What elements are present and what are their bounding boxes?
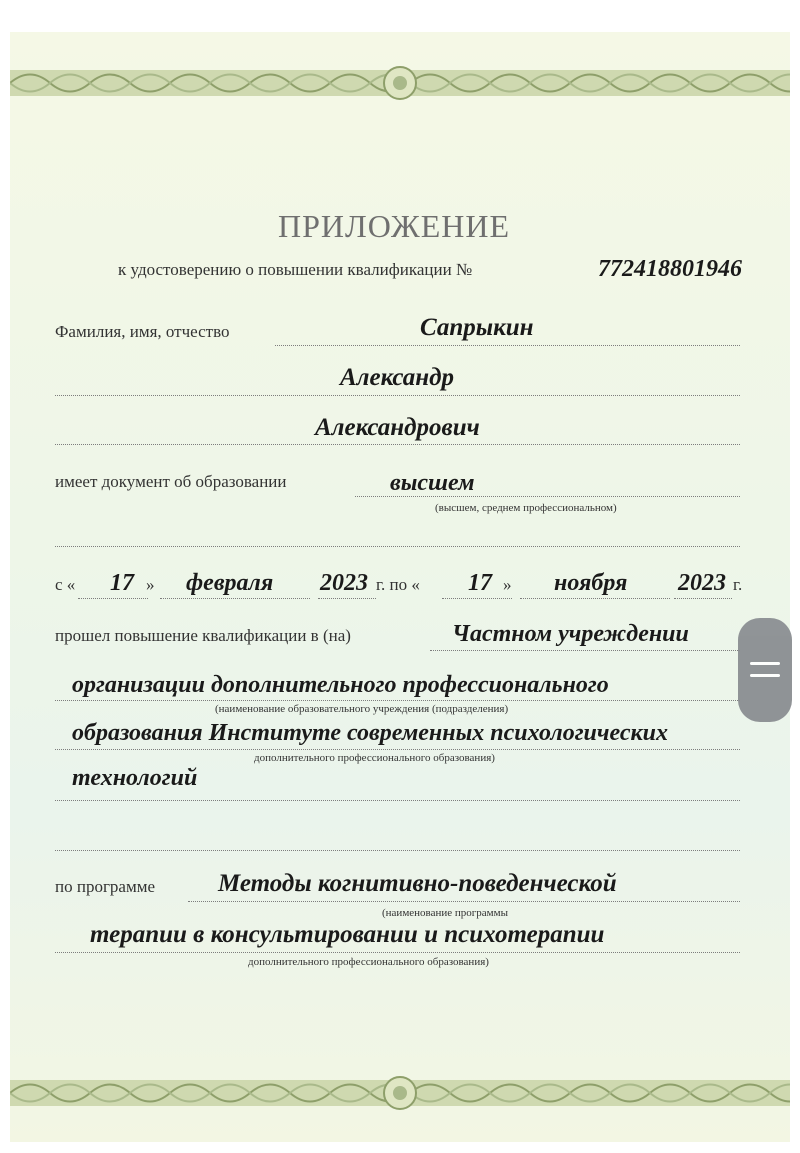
first-name: Александр bbox=[340, 364, 455, 391]
certificate-number: 772418801946 bbox=[598, 256, 742, 282]
institution-line-4 bbox=[55, 800, 740, 801]
from-year: 2023 bbox=[320, 570, 368, 596]
program-line-2 bbox=[55, 952, 740, 953]
from-year-line bbox=[318, 598, 376, 599]
education-hint: (высшем, среднем профессиональном) bbox=[435, 502, 617, 514]
institution-line-1 bbox=[430, 650, 740, 651]
from-day: 17 bbox=[110, 570, 134, 596]
program-hint-2: дополнительного профессионального образования) bbox=[248, 956, 489, 968]
program-label: по программе bbox=[55, 877, 156, 896]
institution-line-5 bbox=[55, 850, 740, 851]
program-line1: Методы когнитивно-поведенческой bbox=[218, 870, 617, 897]
to-day: 17 bbox=[468, 570, 492, 596]
top-ornament-border bbox=[10, 52, 790, 112]
from-month-line bbox=[160, 598, 310, 599]
grip-line-1 bbox=[750, 662, 780, 665]
institution-line2: организации дополнительного профессионального bbox=[72, 672, 609, 698]
from-day-close: » bbox=[146, 575, 155, 594]
to-day-close: » bbox=[503, 575, 512, 594]
to-day-line bbox=[442, 598, 512, 599]
institution-line-3 bbox=[55, 749, 740, 750]
institution-line-2 bbox=[55, 700, 740, 701]
program-line-1 bbox=[188, 901, 740, 902]
fio-line-3 bbox=[55, 444, 740, 445]
bottom-ornament-border bbox=[10, 1062, 790, 1122]
to-year-line bbox=[674, 598, 732, 599]
grip-line-2 bbox=[750, 674, 780, 677]
document-subtitle: к удостоверению о повышении квалификации № bbox=[118, 260, 473, 279]
to-month: ноября bbox=[554, 570, 628, 596]
period-to-prefix: г. по « bbox=[376, 575, 420, 594]
from-month: февраля bbox=[186, 570, 274, 596]
fio-line-1 bbox=[275, 345, 740, 346]
training-label: прошел повышение квалификации в (на) bbox=[55, 626, 351, 645]
period-year-suffix: г. bbox=[733, 575, 743, 594]
period-from-prefix: с « bbox=[55, 575, 76, 594]
fio-line-2 bbox=[55, 395, 740, 396]
surname: Сапрыкин bbox=[420, 314, 534, 341]
institution-line1: Частном учреждении bbox=[452, 621, 689, 647]
institution-hint-1: (наименование образовательного учреждения (подразделения) bbox=[215, 703, 509, 715]
certificate-appendix-page bbox=[10, 32, 790, 1142]
institution-hint-2: дополнительного профессионального образования) bbox=[254, 752, 495, 764]
from-day-line bbox=[78, 598, 148, 599]
viewer-scroll-handle[interactable] bbox=[738, 618, 792, 722]
fio-label: Фамилия, имя, отчество bbox=[55, 322, 230, 341]
education-label: имеет документ об образовании bbox=[55, 472, 287, 491]
to-year: 2023 bbox=[678, 570, 726, 596]
program-line2: терапии в консультировании и психотерапии bbox=[90, 921, 605, 948]
document-title: ПРИЛОЖЕНИЕ bbox=[278, 208, 511, 244]
education-line-2 bbox=[55, 546, 740, 547]
institution-line3: образования Институте современных психологических bbox=[72, 720, 669, 746]
institution-line4: технологий bbox=[72, 765, 198, 791]
to-month-line bbox=[520, 598, 670, 599]
education-value: высшем bbox=[390, 470, 475, 496]
patronymic: Александрович bbox=[315, 414, 480, 441]
program-hint-1: (наименование программы bbox=[382, 907, 508, 919]
